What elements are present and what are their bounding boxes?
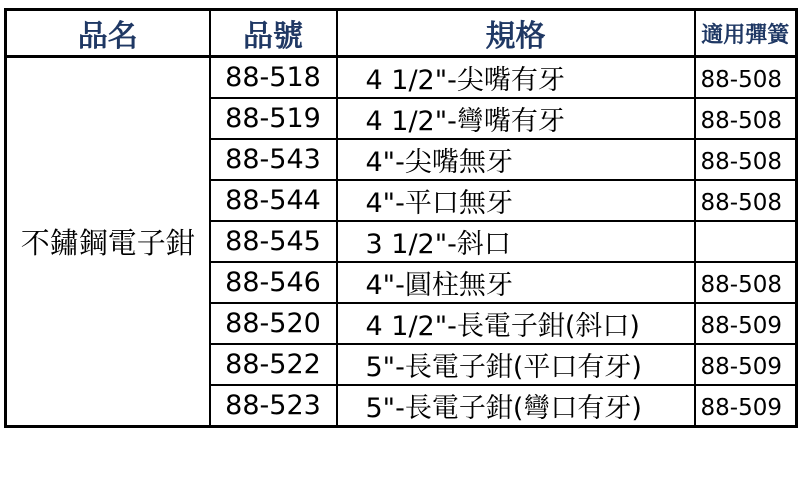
- spring-cell: 88-509: [695, 303, 797, 344]
- product-code-cell: 88-522: [210, 344, 337, 385]
- product-code-cell: 88-543: [210, 139, 337, 180]
- spec-cell: 5"-長電子鉗(平口有牙): [337, 344, 695, 385]
- spring-cell: [695, 221, 797, 262]
- header-row: [6, 10, 797, 57]
- header-spec: 規格: [337, 10, 695, 57]
- header-product-name: 品名: [6, 10, 210, 57]
- product-code-cell: 88-523: [210, 385, 337, 427]
- spec-cell: 4 1/2"-彎嘴有牙: [337, 98, 695, 139]
- spec-cell: 4"-平口無牙: [337, 180, 695, 221]
- spring-cell: 88-509: [695, 385, 797, 427]
- spec-cell: 4"-尖嘴無牙: [337, 139, 695, 180]
- spring-cell: 88-508: [695, 98, 797, 139]
- header-spring: 適用彈簧: [695, 10, 797, 57]
- product-spec-table: [4, 8, 798, 428]
- product-code-cell: 88-544: [210, 180, 337, 221]
- spring-cell: 88-508: [695, 57, 797, 99]
- spring-cell: 88-508: [695, 180, 797, 221]
- table-row: [6, 57, 797, 99]
- product-code-cell: 88-519: [210, 98, 337, 139]
- product-code-cell: 88-518: [210, 57, 337, 99]
- spec-cell: 4 1/2"-尖嘴有牙: [337, 57, 695, 99]
- product-code-cell: 88-545: [210, 221, 337, 262]
- product-name-cell: 不鏽鋼電子鉗: [6, 57, 210, 427]
- spec-cell: 5"-長電子鉗(彎口有牙): [337, 385, 695, 427]
- header-product-code: 品號: [210, 10, 337, 57]
- product-code-cell: 88-546: [210, 262, 337, 303]
- spring-cell: 88-508: [695, 139, 797, 180]
- spec-cell: 3 1/2"-斜口: [337, 221, 695, 262]
- spec-cell: 4"-圓柱無牙: [337, 262, 695, 303]
- spring-cell: 88-509: [695, 344, 797, 385]
- product-code-cell: 88-520: [210, 303, 337, 344]
- spring-cell: 88-508: [695, 262, 797, 303]
- spec-cell: 4 1/2"-長電子鉗(斜口): [337, 303, 695, 344]
